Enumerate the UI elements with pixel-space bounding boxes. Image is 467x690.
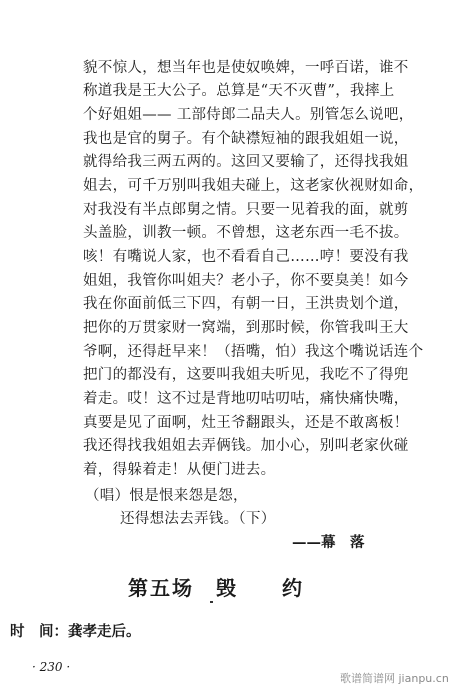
body-line: 称道我是王大公子。总算是“天不灭曹”，我摔上 [83,83,395,99]
body-line: 我在你面前低三下四，有朝一日，王洪贵划个道， [83,296,409,312]
body-line: 对我没有半点郎舅之情。只要一见着我的面，就剪 [83,202,409,218]
body-line: 就得给我三两五两的。这回又要输了，还得找我姐 [83,154,409,170]
song-line: （唱）恨是恨来怨是怨， [85,488,248,504]
body-line: 把门的都没有，这要叫我姐夫听见，我吃不了得兜 [83,367,409,383]
body-line: 着走。哎！这不过是背地叨咕叨咕，痛快痛快嘴， [83,391,409,407]
body-line: 头盖脸，训教一顿。不曾想，这老东西一毛不拔。 [83,225,409,241]
body-line: 真要是见了面啊，灶王爷翻跟头，还是不敢离板！ [83,415,409,431]
song-line: 还得想法去弄钱。（下） [120,511,276,527]
divider-mark [210,601,213,603]
body-line: 把你的万贯家财一窝端，到那时候，你管我叫王大 [83,320,409,336]
body-line: 我也是官的舅子。有个缺襟短袖的跟我姐姐一说， [83,131,409,147]
scene-title: 第五场 毁 约 [128,576,304,600]
site-watermark: 歌谱简谱网 jianpu.cn [340,672,449,685]
body-line: 姐姐，我管你叫姐夫？老小子，你不要臭美！如今 [83,273,409,289]
body-line: 个好姐姐—— 工部侍郎二品夫人。别管怎么说吧， [83,107,414,123]
body-line: 着，得躲着走！从便门进去。 [83,462,276,478]
stage-time-line: 时 间：龚孝走后。 [10,623,141,640]
body-line: 姐去，可千万别叫我姐夫碰上，这老家伙视财如命， [83,178,424,194]
body-line: 爷啊，还得赶早来！（捂嘴，怕）我这个嘴说话连个 [83,344,424,360]
body-line: 咳！有嘴说人家，也不看看自己……哼！要没有我 [83,249,409,265]
curtain-direction: ——幕 落 [292,534,365,551]
page-number: · 230 · [32,660,71,674]
body-line: 貌不惊人，想当年也是使奴唤婢，一呼百诺，谁不 [83,60,409,76]
body-line: 我还得找我姐姐去弄俩钱。加小心，别叫老家伙碰 [83,438,409,454]
